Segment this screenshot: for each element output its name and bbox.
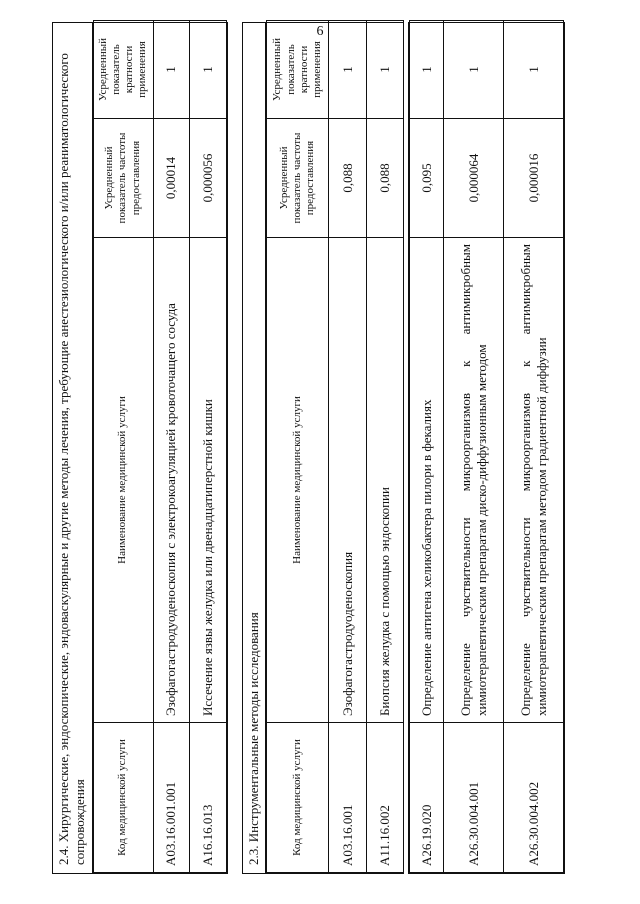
table-header-row — [93, 21, 153, 873]
service-name: Определение чувствительности микроорганизмов к антимикробным химиотерапевтическим препаратам методом градиентной диффузии — [504, 238, 564, 723]
table-row — [190, 21, 227, 873]
multiplicity-value: 1 — [410, 21, 444, 119]
service-code: A26.30.004.001 — [444, 723, 504, 873]
service-code: A26.30.004.002 — [504, 723, 564, 873]
service-code: A03.16.001.001 — [153, 723, 190, 873]
service-name: Эзофагогастродуоденоскопия — [329, 238, 367, 723]
page-number: 6 — [316, 24, 324, 39]
header-frequency: Усредненный показатель частоты предоставления — [93, 119, 153, 238]
header-multiplicity: Усредненный показатель кратности применения — [267, 21, 329, 119]
service-name: Иссечение язвы желудка или двенадцатиперстной кишки — [190, 238, 227, 723]
frequency-value: 0,095 — [410, 119, 444, 238]
frequency-value: 0,088 — [366, 119, 404, 238]
table-row — [329, 21, 367, 873]
table-1 — [408, 22, 565, 874]
header-code: Код медицинской услуги — [93, 723, 153, 873]
header-multiplicity: Усредненный показатель кратности применения — [93, 21, 153, 119]
multiplicity-value: 1 — [366, 21, 404, 119]
table-row — [366, 21, 404, 873]
section-title: 2.3. Инструментальные методы исследования — [243, 23, 266, 873]
frequency-value: 0,000064 — [444, 119, 504, 238]
section-2-4 — [52, 22, 228, 874]
multiplicity-value: 1 — [329, 21, 367, 119]
multiplicity-value: 1 — [504, 21, 564, 119]
section-2-3 — [242, 22, 404, 874]
frequency-value: 0,000016 — [504, 119, 564, 238]
frequency-value: 0,088 — [329, 119, 367, 238]
table-row — [410, 21, 444, 873]
table-row — [153, 21, 190, 873]
header-frequency: Усредненный показатель частоты предоставления — [267, 119, 329, 238]
table-row — [444, 21, 504, 873]
header-name: Наименование медицинской услуги — [267, 238, 329, 723]
multiplicity-value: 1 — [190, 21, 227, 119]
service-name: Определение чувствительности микроорганизмов к антимикробным химиотерапевтическим препаратам диско-диффузионным методом — [444, 238, 504, 723]
frequency-value: 0,00014 — [153, 119, 190, 238]
service-code: A26.19.020 — [410, 723, 444, 873]
table-row — [504, 21, 564, 873]
header-code: Код медицинской услуги — [267, 723, 329, 873]
multiplicity-value: 1 — [444, 21, 504, 119]
multiplicity-value: 1 — [153, 21, 190, 119]
service-code: A03.16.001 — [329, 723, 367, 873]
service-name: Биопсия желудка с помощью эндоскопии — [366, 238, 404, 723]
section-title: 2.4. Хирургические, эндоскопические, эндоваскулярные и другие методы лечения, требующие анестезиологического и/или реаниматологического сопровождения — [53, 23, 93, 873]
frequency-value: 0,000056 — [190, 119, 227, 238]
header-name: Наименование медицинской услуги — [93, 238, 153, 723]
service-name: Определение антигена хеликобактера пилори в фекалиях — [410, 238, 444, 723]
service-code: A16.16.013 — [190, 723, 227, 873]
table-header-row — [267, 21, 329, 873]
service-code: A11.16.002 — [366, 723, 404, 873]
service-name: Эзофагогастродуоденоскопия с электрокоагуляцией кровоточащего сосуда — [153, 238, 190, 723]
